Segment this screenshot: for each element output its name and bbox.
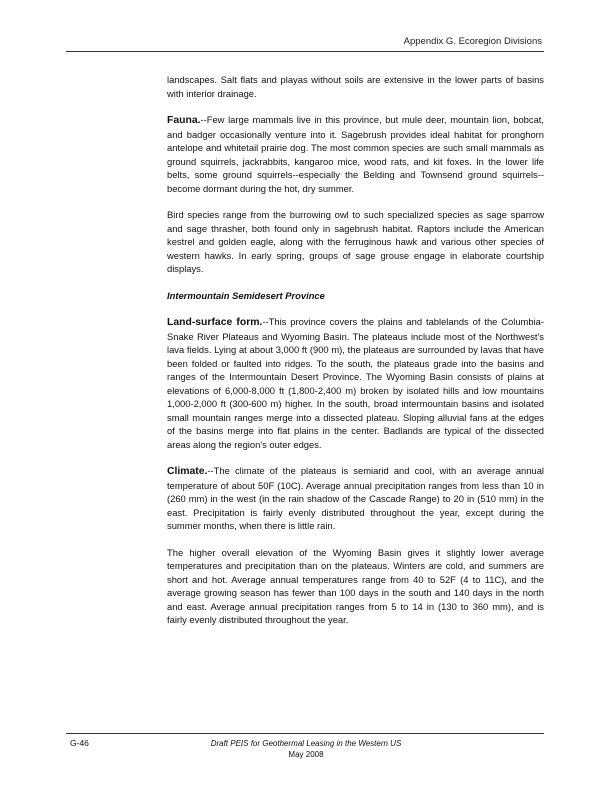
page-body	[167, 73, 544, 640]
landform-text: --This province covers the plains and tablelands of the Columbia-Snake River Plateaus and Wyoming Basin. The plateaus include most of the Northwest's lava fields. Lying at about 3,000 ft (900 m), the plateaus are surrounded by lavas that have been folded or faulted into ridges. To the south, the plateaus grade into the basins and ranges of the Intermountain Desert Province. The Wyoming Basin consists of plains at elevations of 6,000-8,000 ft (1,800-2,400 m) broken by isolated hills and low mountains 1,000-2,000 ft (300-600 m) higher. In the south, broad intermountain basins and isolated small mountain ranges merge into a dissected plateau. Sloping alluvial fans at the edges of the basins merge into flat plains in the center. Badlands are typical of the dissected areas along the region's outer edges.	[167, 316, 544, 450]
footer-date: May 2008	[288, 750, 324, 759]
paragraph-climate	[167, 464, 544, 533]
landform-heading: Land-surface form.	[167, 317, 263, 328]
paragraph-landform	[167, 315, 544, 451]
page-number: G-46	[70, 738, 89, 748]
footer-document-info	[0, 738, 612, 760]
paragraph-wyoming-basin: The higher overall elevation of the Wyoming Basin gives it slightly lower average temperatures and precipitation than on the plateaus. Winters are cold, and summers are short and hot. Average annual temperatures range from 40 to 52F (4 to 11C), and the average growing season has fewer than 100 days in the south and 140 days in the north and east. Average annual precipitation ranges from 5 to 14 in (130 to 360 mm), and is fairly evenly distributed throughout the year.	[167, 546, 544, 625]
paragraph-fauna	[167, 113, 544, 195]
footer-document-title: Draft PEIS for Geothermal Leasing in the Western US	[210, 739, 402, 748]
header-divider	[66, 51, 544, 52]
fauna-heading: Fauna.	[167, 115, 201, 126]
climate-heading: Climate.	[167, 466, 208, 477]
running-header: Appendix G. Ecoregion Divisions	[403, 36, 542, 47]
paragraph-landscapes: landscapes. Salt flats and playas without soils are extensive in the lower parts of basins with interior drainage.	[167, 74, 544, 99]
footer-divider	[66, 733, 544, 734]
section-heading: Intermountain Semidesert Province	[167, 289, 325, 301]
climate-text: --The climate of the plateaus is semiarid and cool, with an average annual temperature of about 50F (10C). Average annual precipitation ranges from less than 10 in (260 mm) in the west (in the rain shadow of the Cascade Range) to 20 in (510 mm) in the east. Precipitation is fairly evenly distributed throughout the year, except during the summer months, when there is little rain.	[167, 465, 544, 531]
fauna-text: --Few large mammals live in this province, but mule deer, mountain lion, bobcat, and badger occasionally venture into it. Sagebrush provides ideal habitat for pronghorn antelope and whitetail prairie dog. The most common species are such small mammals as ground squirrels, jackrabbits, kangaroo mice, wood rats, and kit foxes. In the lower life belts, some ground squirrels--especially the Belding and Townsend ground squirrels--become dormant during the hot, dry summer.	[167, 114, 544, 194]
paragraph-birds: Bird species range from the burrowing owl to such specialized species as sage sparrow and sage thrasher, both found only in sagebrush habitat. Raptors include the American kestrel and golden eagle, along with the ferruginous hawk and various other species of western hawks. In early spring, groups of sage grouse engage in elaborate courtship displays.	[167, 209, 544, 274]
